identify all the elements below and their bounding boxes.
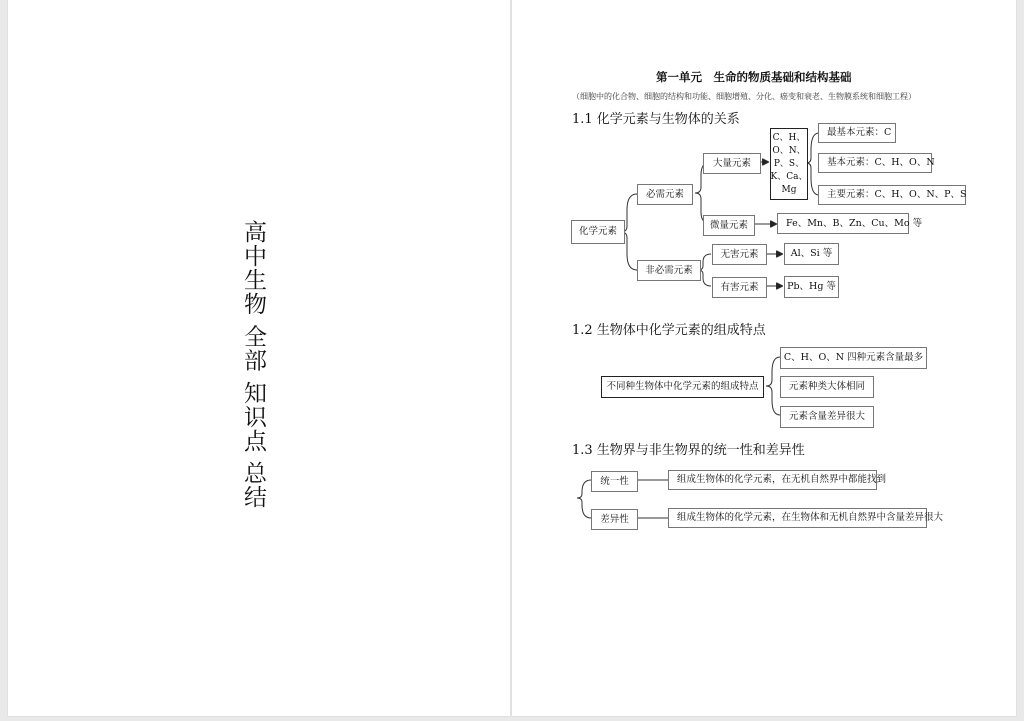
major-element-line: P、S、 (773, 158, 805, 169)
section-1-3-heading: 1.3 生物界与非生物界的统一性和差异性 (572, 443, 805, 458)
major-elements-box: 大量元素 (703, 153, 761, 174)
composition-features-box: 不同种生物体中化学元素的组成特点 (601, 376, 764, 398)
difference-box: 差异性 (591, 509, 638, 530)
trace-elements-list-box: Fe、Mn、B、Zn、Cu、Mo 等 (777, 213, 909, 234)
nonessential-elements-box: 非必需元素 (637, 260, 701, 281)
chemical-elements-box: 化学元素 (571, 220, 625, 244)
feature-item: C、H、O、N 四种元素含量最多 (780, 347, 927, 369)
major-element-line: O、N、 (772, 145, 806, 156)
difference-description-box: 组成生物体的化学元素，在生物体和无机自然界中含量差异很大 (668, 508, 927, 528)
major-element-line: C、H、 (772, 132, 806, 143)
harmful-elements-box: 有害元素 (712, 277, 767, 298)
essential-elements-box: 必需元素 (637, 184, 693, 205)
unit-subtitle: （细胞中的化合物、细胞的结构和功能、细胞增殖、分化、癌变和衰老、生物膜系统和细胞工程） (572, 92, 916, 101)
basic-elements-box: 基本元素：C、H、O、N (818, 153, 932, 173)
harmless-elements-box: 无害元素 (712, 244, 767, 265)
unity-box: 统一性 (591, 471, 638, 492)
major-element-line: K、Ca、 (770, 171, 808, 182)
main-elements-box: 主要元素：C、H、O、N、P、S (818, 185, 966, 205)
major-elements-list (770, 128, 808, 200)
unity-description-box: 组成生物体的化学元素，在无机自然界中都能找到 (668, 470, 877, 490)
section-1-1-heading: 1.1 化学元素与生物体的关系 (572, 112, 740, 127)
section-1-2-heading: 1.2 生物体中化学元素的组成特点 (572, 323, 766, 338)
unit-title: 第一单元 生命的物质基础和结构基础 (656, 70, 852, 84)
feature-item: 元素含量差异很大 (780, 406, 874, 428)
trace-elements-box: 微量元素 (703, 215, 755, 236)
harmful-elements-list-box: Pb、Hg 等 (784, 276, 839, 298)
harmless-elements-list-box: Al、Si 等 (784, 243, 839, 265)
cover-title: 高中生物 全部 知识点 总结 (240, 220, 266, 509)
feature-item: 元素种类大体相同 (780, 376, 874, 398)
most-basic-element-box: 最基本元素：C (818, 123, 896, 143)
major-element-line: Mg (781, 184, 797, 195)
